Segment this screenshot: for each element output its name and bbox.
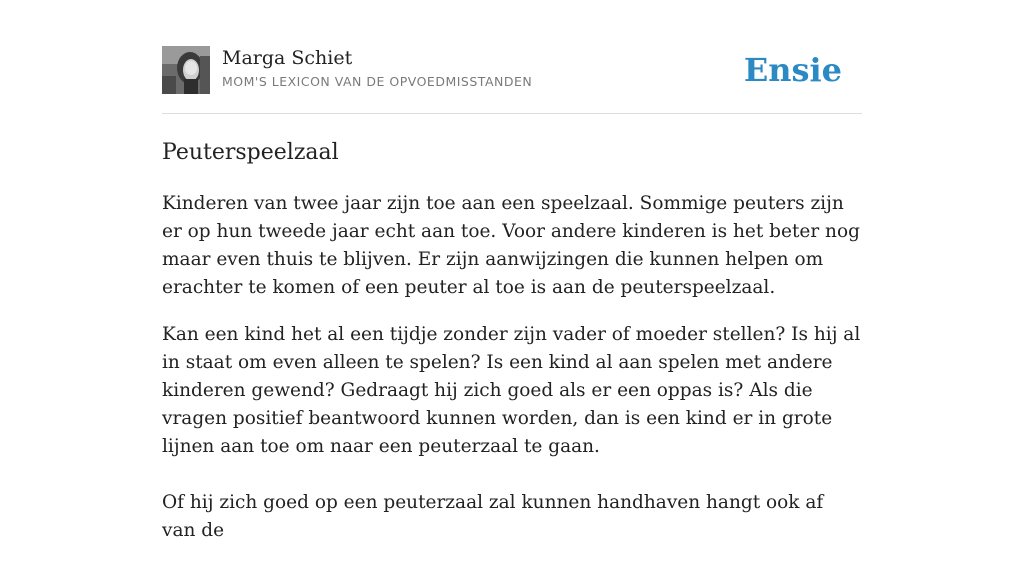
collection-name[interactable]: MOM'S LEXICON VAN DE OPVOEDMISSTANDEN [222, 74, 533, 89]
article-title: Peuterspeelzaal [162, 140, 339, 165]
article-body [162, 190, 862, 564]
avatar-image [162, 46, 210, 94]
header-divider [162, 113, 862, 114]
article-paragraph: Of hij zich goed op een peuterzaal zal kunnen handhaven hangt ook af van de [162, 492, 824, 541]
article-paragraph: Kan een kind het al een tijdje zonder zijn vader of moeder stellen? Is hij al in staat om even alleen te spelen? Is een kind al aan spelen met andere kinderen gewend? Gedraagt hij zich goed als er een oppas is? Als die vragen positief beantwoord kunnen worden, dan is een kind er in grote lijnen aan toe om naar een peuterzaal te gaan. [162, 324, 861, 457]
brand-logo[interactable]: Ensie [743, 51, 842, 89]
author-name[interactable]: Marga Schiet [222, 47, 353, 69]
article-paragraph: Kinderen van twee jaar zijn toe aan een speelzaal. Sommige peuters zijn er op hun tweede jaar echt aan toe. Voor andere kinderen is het beter nog maar even thuis te blijven. Er zijn aanwijzingen die kunnen helpen om erachter te komen of een peuter al toe is aan de peuterspeelzaal. [162, 193, 860, 298]
author-header [162, 46, 862, 96]
avatar[interactable] [162, 46, 210, 94]
